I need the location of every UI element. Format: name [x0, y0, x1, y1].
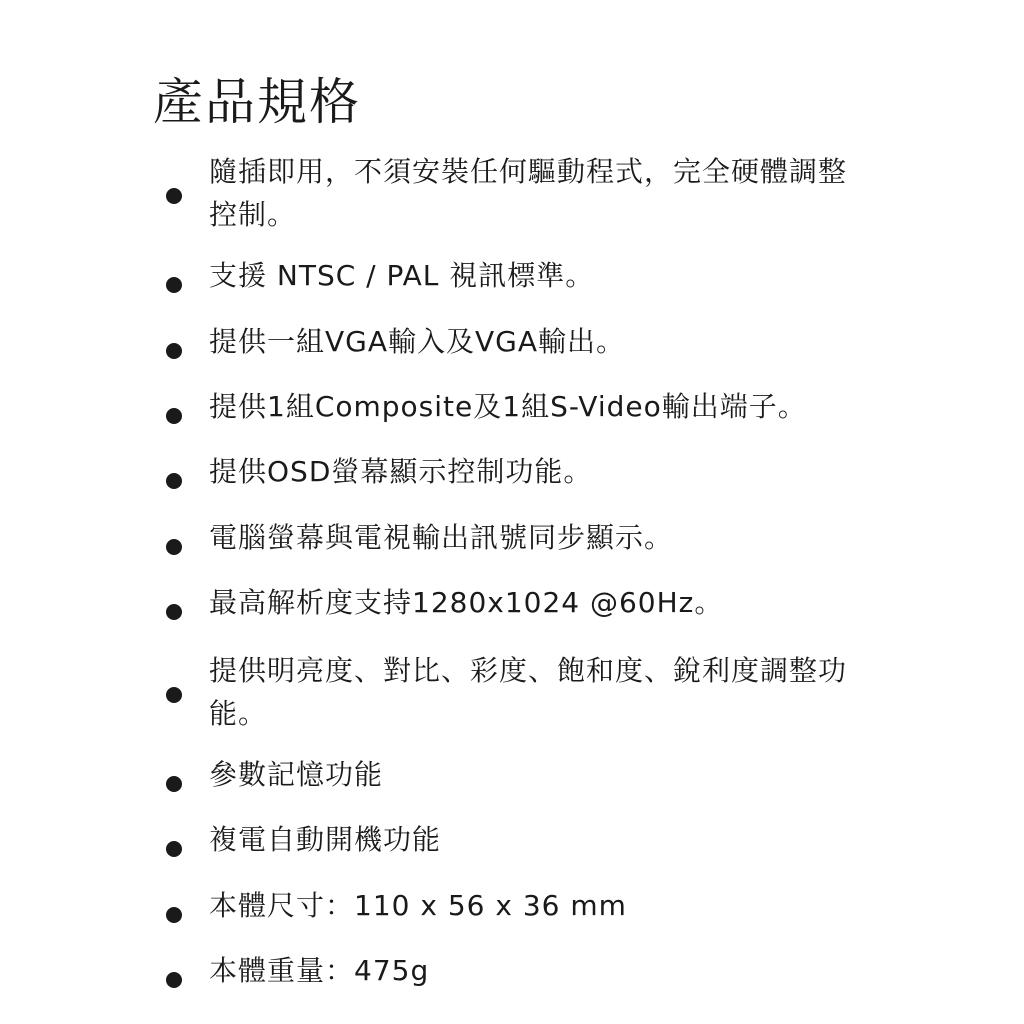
spec-text: 提供1組Composite及1組S-Video輸出端子。 — [209, 390, 807, 423]
bullet-icon — [166, 972, 182, 988]
spec-text: 本體尺寸：110 x 56 x 36 mm — [209, 889, 627, 922]
spec-text: 參數記憶功能 — [209, 758, 384, 791]
spec-text: 隨插即用，不須安裝任何驅動程式，完全硬體調整控制。 — [209, 155, 848, 231]
spec-text: 支援 NTSC / PAL 視訊標準。 — [209, 259, 595, 292]
bullet-icon — [166, 277, 182, 293]
spec-text: 提供明亮度、對比、彩度、飽和度、銳利度調整功能。 — [209, 654, 848, 730]
spec-text: 複電自動開機功能 — [209, 823, 442, 856]
bullet-icon — [166, 473, 182, 489]
bullet-icon — [166, 408, 182, 424]
spec-text: 提供OSD螢幕顯示控制功能。 — [209, 455, 593, 488]
bullet-icon — [166, 539, 182, 555]
bullet-icon — [166, 776, 182, 792]
page-title: 產品規格 — [153, 72, 361, 131]
spec-text: 本體重量：475g — [209, 954, 430, 987]
bullet-icon — [166, 188, 182, 204]
spec-text: 最高解析度支持1280x1024 @60Hz。 — [209, 586, 724, 619]
bullet-icon — [166, 604, 182, 620]
bullet-icon — [166, 687, 182, 703]
bullet-icon — [166, 841, 182, 857]
bullet-icon — [166, 343, 182, 359]
bullet-icon — [166, 907, 182, 923]
spec-text: 提供一組VGA輸入及VGA輸出。 — [209, 325, 626, 358]
spec-text: 電腦螢幕與電視輸出訊號同步顯示。 — [209, 521, 674, 554]
